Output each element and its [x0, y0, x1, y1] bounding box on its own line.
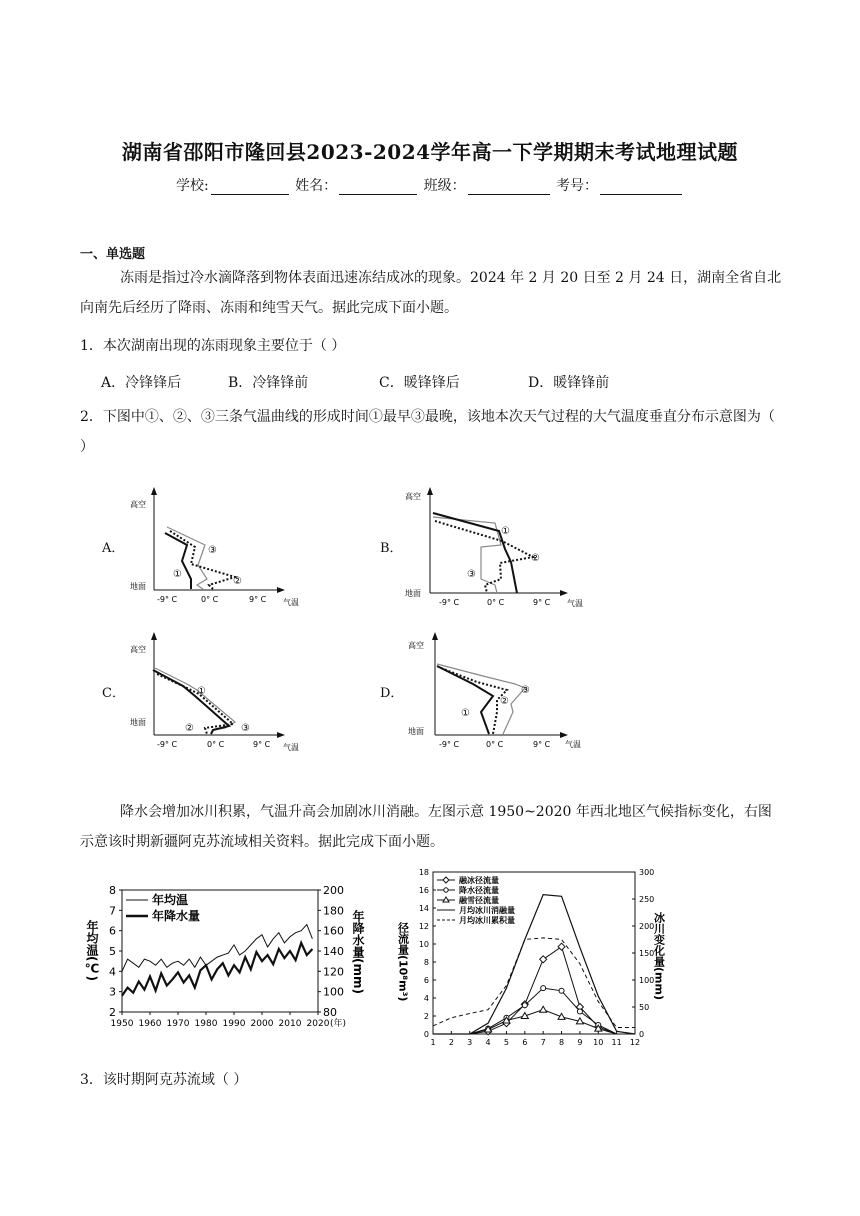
- x-tick-label: 1960: [138, 1019, 162, 1029]
- y-tick-label: 12: [418, 922, 429, 931]
- y2-tick-label: 80: [323, 1006, 337, 1019]
- y-tick-label: 2: [423, 1012, 429, 1021]
- q2-option-c[interactable]: C．: [102, 686, 125, 701]
- diagram-c: [125, 630, 305, 755]
- x-tick-label: 8: [558, 1038, 565, 1047]
- number-label: 考号：: [556, 178, 599, 194]
- x-tick-label: 2000: [250, 1019, 274, 1029]
- marker-3: ③: [521, 685, 530, 696]
- y2-tick-label: 300: [639, 868, 655, 877]
- legend-precip-label: 年降水量: [152, 909, 201, 923]
- q1-option-b[interactable]: B．冷锋锋前: [228, 375, 309, 391]
- y2-tick-label: 150: [639, 949, 655, 958]
- q2-option-d[interactable]: D．: [380, 686, 404, 701]
- climate-chart: [80, 880, 380, 1035]
- tick-9: 9° C: [533, 598, 551, 607]
- axis-bottom-label: 地面: [130, 718, 146, 727]
- series-precipitation-line: [122, 943, 312, 996]
- y-tick-label: 6: [423, 976, 429, 985]
- axis-x-label: 气温: [283, 598, 299, 607]
- section-heading: 一、单选题: [80, 247, 146, 262]
- x-tick-label: 3: [467, 1038, 473, 1047]
- tick-0: 0° C: [487, 598, 505, 607]
- marker-3: ③: [241, 723, 250, 734]
- axis-x-label: 气温: [565, 740, 581, 749]
- passage-glacier: 降水会增加冰川积累，气温升高会加剧冰川消融。左图示意 1950~2020 年西北地区气候指标变化，右图示意该时期新疆阿克苏流域相关资料。据此完成下面小题。: [80, 804, 772, 850]
- y2-axis-label: 年降水量(mm): [351, 910, 365, 994]
- diagram-b: [403, 485, 588, 610]
- y-tick-label: 0: [423, 1030, 429, 1039]
- marker-1: ①: [197, 686, 206, 697]
- x-tick-label: 5: [503, 1038, 510, 1047]
- x-axis-unit: (年): [330, 1019, 347, 1029]
- x-tick-label: 1990: [222, 1019, 246, 1029]
- axis-bottom-label: 地面: [130, 582, 146, 591]
- y2-tick-label: 50: [639, 1003, 650, 1012]
- y-tick-label: 4: [423, 994, 429, 1003]
- y2-tick-label: 120: [323, 965, 344, 979]
- y-tick-label: 2: [109, 1006, 116, 1019]
- y2-axis-label: 冰川变化量(mm): [652, 912, 665, 1000]
- number-blank[interactable]: [600, 180, 682, 195]
- y2-tick-label: 100: [639, 976, 655, 985]
- y-tick-label: 8: [109, 884, 116, 897]
- x-tick-label: 1970: [166, 1019, 190, 1029]
- school-blank[interactable]: [211, 180, 289, 195]
- tick-minus9: -9° C: [157, 740, 178, 749]
- x-tick-label: 11: [611, 1038, 622, 1047]
- y2-tick-label: 140: [323, 945, 344, 958]
- axis-x-label: 气温: [567, 599, 583, 608]
- school-label: 学校:: [175, 178, 209, 194]
- x-tick-label: 12: [629, 1038, 641, 1047]
- tick-minus9: -9° C: [439, 598, 460, 607]
- question-1-stem: 1．本次湖南出现的冻雨现象主要位于（ ）: [80, 338, 346, 354]
- tick-0: 0° C: [486, 740, 504, 749]
- y2-tick-label: 200: [639, 922, 655, 931]
- marker-2: ②: [185, 723, 194, 734]
- x-tick-label: 1950: [110, 1019, 134, 1029]
- passage-freezing-rain: 冻雨是指过冷水滴降落到物体表面迅速冻结成冰的现象。2024 年 2 月 20 日至 2 月 24 日，湖南全省自北向南先后经历了降雨、冻雨和纯雪天气。据此完成下面小题。: [80, 270, 782, 316]
- q1-option-c[interactable]: C．暖锋锋后: [379, 375, 460, 391]
- tick-minus9: -9° C: [439, 740, 460, 749]
- axis-x-label: 气温: [283, 743, 299, 752]
- q2-option-a[interactable]: A．: [102, 541, 125, 556]
- axis-bottom-label: 地面: [405, 589, 421, 598]
- class-label: 班级：: [423, 178, 466, 194]
- tick-0: 0° C: [201, 595, 219, 604]
- tick-9: 9° C: [249, 595, 267, 604]
- x-tick-label: 10: [593, 1038, 604, 1047]
- x-tick-label: 7: [540, 1038, 546, 1047]
- legend-label: 降水径流量: [459, 886, 499, 895]
- legend-temp-label: 年均温: [152, 893, 189, 907]
- legend-label: 融冰径流量: [459, 876, 499, 885]
- legend-label: 融雪径流量: [459, 896, 499, 905]
- q1-option-d[interactable]: D．暖锋锋前: [528, 375, 610, 391]
- name-blank[interactable]: [339, 180, 417, 195]
- marker-1: ①: [501, 526, 510, 537]
- axis-top-label: 高空: [130, 645, 146, 654]
- y-tick-label: 5: [109, 945, 116, 958]
- tick-0: 0° C: [207, 740, 225, 749]
- marker-2: ②: [531, 553, 540, 564]
- x-tick-label: 1: [430, 1038, 436, 1047]
- legend-label: 月均冰川消融量: [459, 906, 515, 915]
- y-axis-label: 年均温(℃): [85, 920, 99, 981]
- x-tick-label: 2010: [278, 1019, 302, 1029]
- y-tick-label: 14: [418, 904, 429, 913]
- y-tick-label: 18: [418, 868, 429, 877]
- y-tick-label: 16: [418, 886, 429, 895]
- tick-9: 9° C: [253, 740, 271, 749]
- marker-1: ①: [461, 708, 470, 719]
- y-tick-label: 10: [418, 940, 429, 949]
- y-tick-label: 7: [109, 904, 116, 918]
- y2-tick-label: 180: [323, 904, 344, 918]
- name-label: 姓名：: [295, 178, 338, 194]
- class-blank[interactable]: [468, 180, 550, 195]
- y-tick-label: 8: [423, 958, 429, 967]
- y2-tick-label: 0: [639, 1030, 645, 1039]
- series-temperature-line: [122, 925, 312, 972]
- y2-tick-label: 200: [323, 884, 344, 897]
- y2-tick-label: 100: [323, 985, 344, 999]
- student-info-line: [0, 175, 860, 195]
- rain-runoff-point: [559, 988, 564, 993]
- ice-runoff-point: [540, 956, 547, 963]
- rain-runoff-point: [577, 1009, 582, 1014]
- tick-9: 9° C: [533, 740, 551, 749]
- axis-top-label: 高空: [405, 492, 421, 501]
- axis-top-label: 高空: [130, 500, 146, 509]
- y-axis-label: 径流量(10⁸m³): [396, 922, 410, 1002]
- axis-top-label: 高空: [408, 641, 424, 650]
- x-tick-label: 4: [485, 1038, 491, 1047]
- question-3-stem: 3．该时期阿克苏流域（ ）: [80, 1072, 248, 1088]
- page-title: 湖南省邵阳市隆回县2023-2024学年高一下学期期末考试地理试题: [121, 140, 739, 164]
- tick-minus9: -9° C: [157, 595, 178, 604]
- q1-option-a[interactable]: A．冷锋锋后: [101, 375, 182, 391]
- marker-3: ③: [208, 545, 217, 556]
- legend-marker: [443, 877, 449, 883]
- marker-2: ②: [233, 576, 242, 587]
- y-tick-label: 3: [109, 985, 116, 999]
- x-tick-label: 6: [522, 1038, 528, 1047]
- x-tick-label: 2020: [306, 1019, 330, 1029]
- marker-2: ②: [500, 696, 509, 707]
- x-tick-label: 9: [577, 1038, 583, 1047]
- question-2-stem: 2．下图中①、②、③三条气温曲线的形成时间①最早③最晚，该地本次天气过程的大气温度垂直分布示意图为（ ）: [80, 409, 775, 455]
- marker-3: ③: [467, 569, 476, 580]
- y2-tick-label: 160: [323, 924, 344, 938]
- legend-label: 月均冰川累积量: [459, 916, 515, 925]
- y-tick-label: 6: [109, 924, 116, 938]
- y2-tick-label: 250: [639, 895, 655, 904]
- q2-option-b[interactable]: B．: [380, 541, 403, 556]
- snow-runoff-point: [540, 1006, 547, 1012]
- rain-runoff-point: [541, 986, 546, 991]
- x-tick-label: 1980: [194, 1019, 218, 1029]
- legend-marker: [444, 888, 448, 892]
- y-tick-label: 4: [109, 965, 116, 979]
- axis-bottom-label: 地面: [408, 727, 424, 736]
- marker-1: ①: [173, 569, 182, 580]
- x-tick-label: 2: [448, 1038, 454, 1047]
- ice-runoff-point: [558, 943, 565, 950]
- diagram-d: [403, 630, 588, 755]
- aksu-chart: [395, 862, 665, 1057]
- rain-runoff-point: [522, 1003, 527, 1008]
- diagram-a: [125, 485, 305, 610]
